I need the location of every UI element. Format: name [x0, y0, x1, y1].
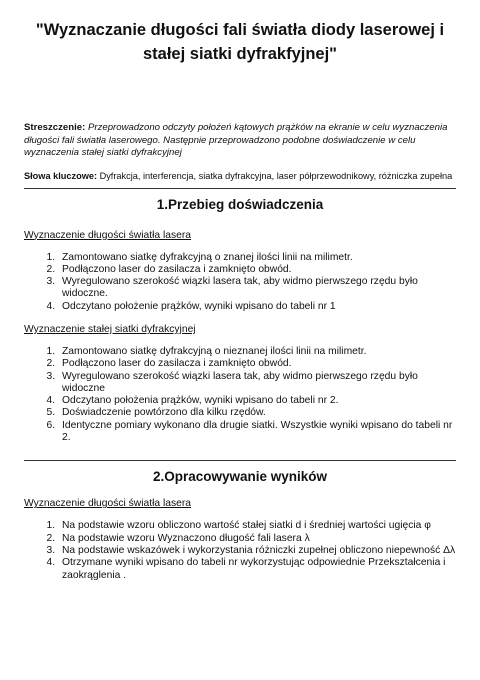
abstract-label: Streszczenie:	[24, 122, 86, 133]
document-title: "Wyznaczanie długości fali światła diody laserowej i stałej siatki dyfrakfyjnej"	[35, 21, 445, 63]
abstract-paragraph	[24, 122, 456, 160]
list-item: 3. Wyregulowano szerokość wiązki lasera tak, aby widmo pierwszego rzędu było widoczne	[58, 371, 456, 396]
section-divider-2	[24, 460, 456, 461]
list-item: 2. Podłączono laser do zasilacza i zamknięto obwód.	[58, 264, 456, 276]
list-item: 4. Odczytano położenia prążków, wyniki wpisano do tabeli nr 2.	[58, 395, 456, 407]
section-1-list-1	[24, 252, 456, 313]
list-item: 1. Zamontowano siatkę dyfrakcyjną o nieznanej ilości linii na milimetr.	[58, 346, 456, 358]
section-1-subheading-2: Wyznaczenie stałej siatki dyfrakcyjnej	[24, 323, 196, 335]
list-item: 3. Na podstawie wskazówek i wykorzystania różniczki zupełnej obliczono niepewność Δλ	[58, 545, 456, 557]
keywords-label: Słowa kluczowe:	[24, 170, 98, 181]
section-2-subheading-1: Wyznaczenie długości światła lasera	[24, 498, 192, 510]
list-item: 4. Otrzymane wyniki wpisano do tabeli nr wykorzystując odpowiednie Przekształcenia i zaokrąglenia .	[58, 557, 456, 582]
list-item: 6. Identyczne pomiary wykonano dla drugie siatki. Wszystkie wyniki wpisano do tabeli nr 2.	[58, 420, 456, 445]
section-2-heading: 2.Opracowywanie wyników	[152, 469, 328, 485]
list-item: 1. Na podstawie wzoru obliczono wartość stałej siatki d i średniej wartości ugięcia φ	[58, 520, 456, 532]
section-1-heading: 1.Przebieg doświadczenia	[156, 196, 324, 212]
keywords-paragraph	[24, 170, 456, 182]
list-item: 3. Wyregulowano szerokość wiązki lasera tak, aby widmo pierwszego rzędu było widoczne.	[58, 276, 456, 301]
list-item: 4. Odczytano położenie prążków, wyniki wpisano do tabeli nr 1	[58, 301, 456, 313]
section-2-list-1	[24, 520, 456, 581]
list-item: 2. Na podstawie wzoru Wyznaczono długość fali lasera λ	[58, 533, 456, 545]
section-1-list-2	[24, 346, 456, 444]
list-item: 2. Podłączono laser do zasilacza i zamknięto obwód.	[58, 358, 456, 370]
section-1-subheading-1: Wyznaczenie długości światła lasera	[24, 229, 192, 241]
list-item: 1. Zamontowano siatkę dyfrakcyjną o znanej ilości linii na milimetr.	[58, 252, 456, 264]
section-divider-1	[24, 188, 456, 189]
abstract-text: Przeprowadzono odczyty położeń kątowych prążków na ekranie w celu wyznaczenia długości fali światła laserowego. Następnie przeprowadzono podobne doświadczenie w celu wyznaczenia stałej siatki dyfrakcyjnej	[24, 122, 448, 158]
list-item: 5. Doświadczenie powtórzono dla kilku rzędów.	[58, 407, 456, 419]
keywords-text: Dyfrakcja, interferencja, siatka dyfrakcyjna, laser półprzewodnikowy, różniczka zupełna	[97, 170, 453, 181]
